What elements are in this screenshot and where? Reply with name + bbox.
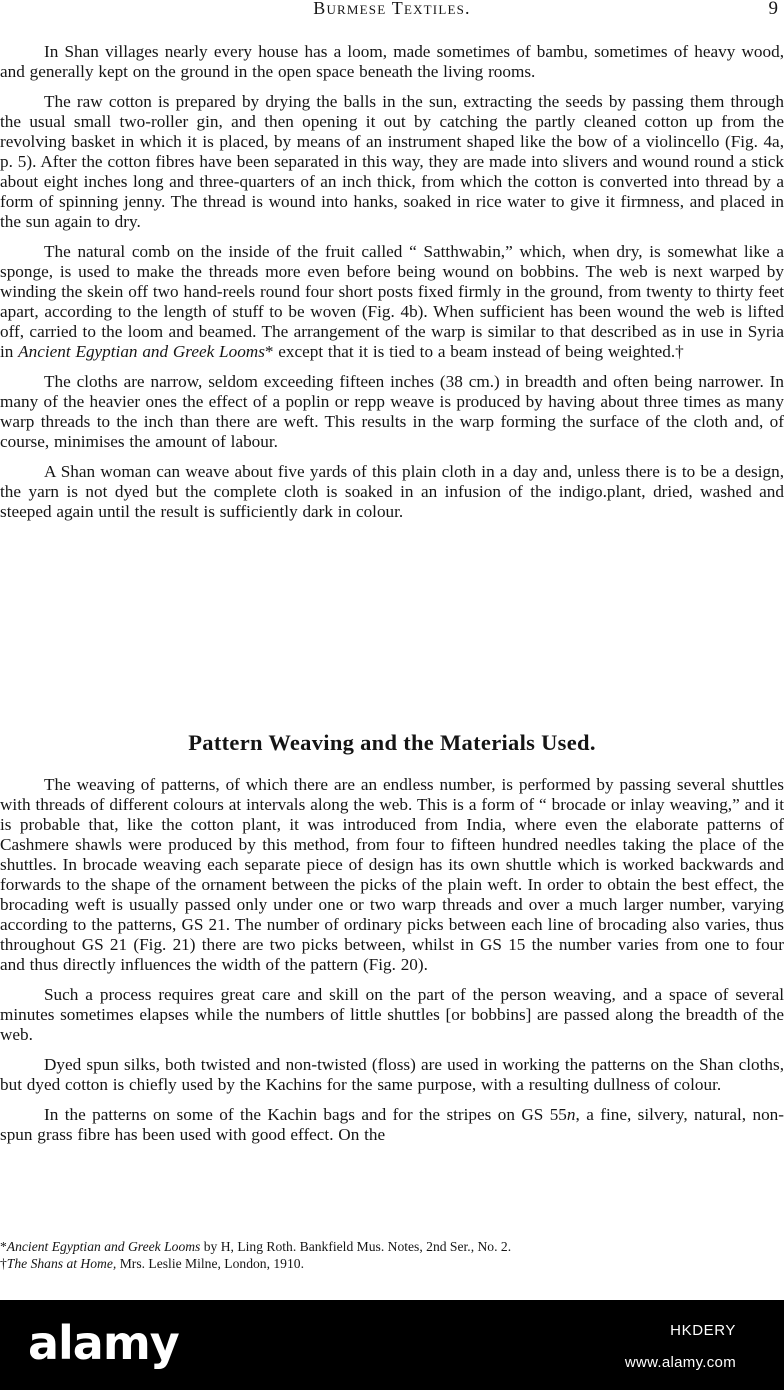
catalogue-suffix: n [566, 1105, 576, 1124]
paragraph-raw-cotton: The raw cotton is prepared by drying the balls in the sun, extracting the seeds by passing them through the usual small two-roller gin, and then opening it out by catching the partly cleaned cotton up from the revolving basket in which it is placed, by means of an instrument shaped like the bow of a violincello (Fig. 4a, p. 5). After the cotton fibres have been separated in this way, they are made into slivers and wound round a stick about eight inches long and three-quarters of an inch thick, from which the cotton is converted into thread by a form of spinning jenny. The thread is wound into hanks, soaked in rice water to give it firmness, and placed in the sun again to dry. [0, 92, 784, 231]
book-title-reference: Ancient Egyptian and Greek Looms [18, 342, 265, 361]
paragraph-warping-text: The natural comb on the inside of the fruit called “ Satthwabin,” which, when dry, is somewhat like a sponge, is used to make the threads more even before being wound on bobbins. The web is next warped by winding the skein off two hand-reels round four short posts fixed firmly in the ground, from twenty to thirty feet apart, according to the length of stuff to be woven (Fig. 4b). When sufficient has been wound the web is lifted off, carried to the loom and beamed. The arrangement of the warp is similar to that described as in use in Syria in [0, 242, 784, 361]
paragraph-grass-fibre-end: , a fine, silvery, natural, non-spun grass fibre has been used with good effect. On the [0, 1105, 784, 1144]
footnote-1 [0, 1238, 784, 1255]
footnote-1-title: Ancient Egyptian and Greek Looms [6, 1239, 201, 1254]
footnote-1-text: by H, Ling Roth. Bankfield Mus. Notes, 2nd Ser., No. 2. [200, 1239, 512, 1254]
paragraph-plain-cloth: A Shan woman can weave about five yards of this plain cloth in a day and, unless there is to be a design, the yarn is not dyed but the complete cloth is soaked in an infusion of the indigo.plant, dried, washed and steeped again until the result is sufficiently dark in colour. [0, 462, 784, 521]
paragraph-looms: In Shan villages nearly every house has a loom, made sometimes of bambu, sometimes of heavy wood, and generally kept on the ground in the open space beneath the living rooms. [0, 42, 784, 81]
paragraph-warping-end: * except that it is tied to a beam instead of being weighted.† [264, 342, 684, 361]
watermark-bar [0, 1300, 784, 1390]
paragraph-grass-fibre [0, 1105, 784, 1145]
footnote-2 [0, 1255, 784, 1272]
paragraph-grass-fibre-text: In the patterns on some of the Kachin bags and for the stripes on GS 55 [44, 1105, 567, 1124]
alamy-logo: alamy [28, 1316, 179, 1370]
paragraph-warping [0, 242, 784, 362]
footnote-2-title: The Shans at Home, [6, 1256, 117, 1271]
paragraph-process-care: Such a process requires great care and skill on the part of the person weaving, and a space of several minutes sometimes elapses while the numbers of little shuttles [or bobbins] are passed along the breadth of the web. [0, 985, 784, 1044]
footnotes [0, 1238, 784, 1272]
body-text-upper [0, 42, 784, 532]
page-number: 9 [768, 0, 778, 19]
image-id: HKDERY [670, 1322, 736, 1339]
footnote-2-text: Mrs. Leslie Milne, London, 1910. [116, 1256, 304, 1271]
footnote-2-mark: † [0, 1256, 7, 1271]
body-text-lower [0, 775, 784, 1155]
paragraph-cloth-width: The cloths are narrow, seldom exceeding fifteen inches (38 cm.) in breadth and often being narrower. In many of the heavier ones the effect of a poplin or repp weave is produced by having about three times as many warp threads to the inch than there are weft. This results in the warp forming the surface of the cloth and, of course, minimises the amount of labour. [0, 372, 784, 451]
footnote-1-mark: * [0, 1239, 7, 1254]
running-head [0, 0, 784, 22]
section-heading: Pattern Weaving and the Materials Used. [188, 730, 596, 755]
site-url: www.alamy.com [624, 1354, 736, 1371]
paragraph-pattern-weaving: The weaving of patterns, of which there are an endless number, is performed by passing several shuttles with threads of different colours at intervals along the web. This is a form of “ brocade or inlay weaving,” and it is probable that, like the cotton plant, it was introduced from India, where even the elaborate patterns of Cashmere shawls were produced by this method, from four to fifteen hundred needles taking the place of the shuttles. In brocade weaving each separate piece of design has its own shuttle which is worked backwards and forwards to the shape of the ornament between the picks of the plain weft. In order to obtain the best effect, the brocading weft is usually passed only under one or two warp threads and over a much larger number, varying according to the patterns, GS 21. The number of ordinary picks between each line of brocading also varies, thus throughout GS 21 (Fig. 21) there are two picks between, whilst in GS 15 the number varies from one to four and thus directly influences the width of the pattern (Fig. 20). [0, 775, 784, 974]
paragraph-dyed-silks: Dyed spun silks, both twisted and non-twisted (floss) are used in working the patterns on the Shan cloths, but dyed cotton is chiefly used by the Kachins for the same purpose, with a resulting dullness of colour. [0, 1055, 784, 1094]
running-title: Burmese Textiles. [313, 0, 471, 18]
